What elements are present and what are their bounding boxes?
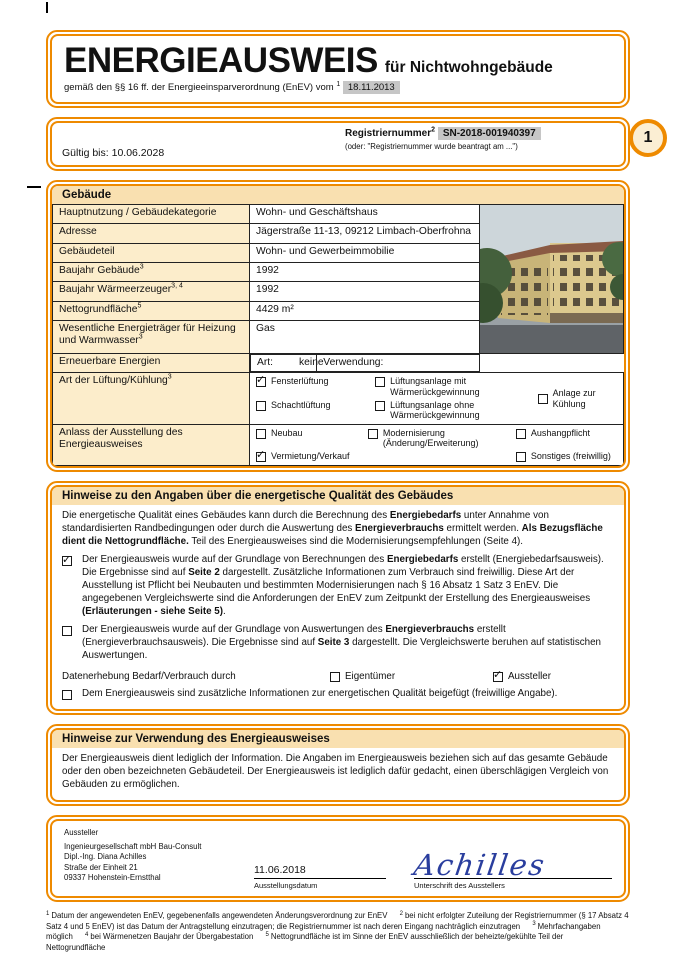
row-label: Wesentliche Energieträger für Heizung und Warmwasser$^3$ (53, 320, 250, 353)
bedarf-paragraph (62, 554, 614, 619)
row-label: Baujahr Gebäude$^3$ (53, 262, 250, 281)
issuer-label: Aussteller (64, 828, 99, 838)
checkbox-icon[interactable] (516, 429, 526, 439)
usage-notes-title: Hinweise zur Verwendung des Energieausweises (52, 730, 624, 748)
footnote-5: $^5$ Nettogrundfläche ist im Sinne der EnEV ausschließlich der beheizte/gekühlte Teil der Nettogrundfläche (46, 931, 564, 952)
building-section-title: Gebäude (52, 186, 624, 204)
additional-info-checkbox[interactable] (62, 690, 72, 700)
building-row-erneuerbare (53, 354, 624, 373)
ventilation-options (250, 373, 624, 424)
building-row-anlass (53, 424, 624, 466)
reason-options (250, 424, 624, 466)
footnotes (46, 911, 630, 953)
checkbox-icon[interactable] (256, 429, 266, 439)
verbrauch-text: Der Energieausweis wurde auf der Grundlage von Auswertungen des Energieverbrauchs erstellt (Energieverbrauchsausweis). Die Ergebnisse sind auf Seite 3 dargestellt. Die Vergleichswerte beruhen auf statistischen Auswertungen. (82, 623, 601, 661)
signature-block (411, 828, 612, 891)
issuer-line: Ingenieurgesellschaft mbH Bau-Consult (64, 842, 202, 852)
issuer-box (46, 815, 630, 902)
checkbox-icon[interactable] (538, 394, 548, 404)
signature: Achilles (411, 847, 549, 882)
checkbox-icon[interactable] (368, 429, 378, 439)
registration-number-line (345, 128, 541, 139)
row-value: 4429 m² (250, 301, 480, 320)
issuer-address-block (64, 828, 254, 890)
footnote-3: $^3$ Mehrfachangaben möglich (46, 921, 601, 942)
building-photo (480, 205, 624, 354)
building-photo-image (480, 205, 623, 353)
checkbox-schachtlueftung[interactable]: Schachtlüftung (256, 400, 375, 421)
renewables-value (250, 354, 480, 372)
row-label: Nettogrundfläche$^5$ (53, 301, 250, 320)
row-label: Art der Lüftung/Kühlung$^3$ (53, 373, 250, 424)
data-collection-row (62, 671, 614, 684)
checkbox-modernisierung[interactable]: Modernisierung (Änderung/Erweiterung) (368, 428, 516, 449)
document-subtitle: für Nichtwohngebäude (384, 59, 553, 76)
checkbox-lueftung-ohne-wrg[interactable]: Lüftungsanlage ohne Wärmerückgewinnung (375, 400, 537, 421)
checkbox-aushangpflicht[interactable]: Aushangpflicht (516, 428, 617, 449)
checkbox-vermietung-verkauf[interactable]: ✓ Vermietung/Verkauf (256, 451, 368, 462)
checkbox-icon[interactable] (375, 401, 385, 411)
additional-info-row (62, 688, 614, 701)
issue-date: 11.06.2018 (254, 864, 306, 877)
regulation-date: 18.11.2013 (343, 81, 400, 94)
usage-notes-text: Der Energieausweis dient lediglich der Information. Die Angaben im Energieausweis beziehen sich auf das gesamte Gebäude oder den oben bezeichneten Gebäudeteil. Der Energieausweis ist lediglich dafür gedacht, einen überschlägigen Vergleich von Gebäuden zu ermöglichen. (62, 753, 609, 791)
header-box (46, 30, 630, 108)
row-value: Wohn- und Gewerbeimmobilie (250, 243, 480, 262)
valid-until: Gültig bis: 10.06.2028 (62, 147, 165, 159)
registration-number: SN-2018-001940397 (438, 127, 541, 140)
checkbox-fensterlueftung[interactable]: ✓ Fensterlüftung (256, 376, 375, 397)
registration-box (46, 117, 630, 171)
checkbox-icon[interactable] (256, 452, 266, 462)
document-title: ENERGIEAUSWEIS (64, 41, 378, 80)
row-label: Hauptnutzung / Gebäudekategorie (53, 205, 250, 224)
quality-notes-title: Hinweise zu den Angaben über die energetische Qualität des Gebäudes (52, 487, 624, 505)
data-collection-label: Datenerhebung Bedarf/Verbrauch durch (62, 670, 236, 682)
row-value: Gas (250, 320, 480, 353)
renewables-art: Art: keine (257, 357, 324, 368)
row-label: Anlass der Ausstellung des Energieausweises (53, 424, 250, 466)
checkbox-lueftung-mit-wrg[interactable]: Lüftungsanlage mit Wärmerückgewinnung (375, 376, 537, 397)
checkbox-aussteller[interactable]: ✓ Aussteller (493, 671, 551, 682)
bedarf-text: Der Energieausweis wurde auf der Grundlage von Berechnungen des Energiebedarfs erstellt (Energiebedarfsausweis). Die Ergebnisse sind auf Seite 2 dargestellt. Zusätzliche Informationen zum Verbrauch sind freiwillig. Diese Art der Ausstellung ist Pflicht bei Neubauten und bestimmten Modernisierungen nach § 16 Absatz 1 Satz 3 EnEV. Die angegebenen Vergleichswerte sind die Anforderungen der EnEV zum Zeitpunkt der Erstellung des Energieausweises (Erläuterungen - siehe Seite 5). (82, 554, 604, 617)
regulation-line (64, 82, 612, 93)
checkbox-sonstiges[interactable]: Sonstiges (freiwillig) (516, 451, 617, 462)
checkbox-neubau[interactable]: Neubau (256, 428, 368, 449)
registration-label: Registriernummer (345, 128, 432, 139)
checkbox-icon[interactable] (256, 401, 266, 411)
row-label: Baujahr Wärmeerzeuger$^{3, 4}$ (53, 282, 250, 301)
signature-label: Unterschrift des Ausstellers (414, 878, 612, 890)
checkbox-eigentuemer[interactable]: Eigentümer (330, 671, 493, 682)
registration-footnote-ref: 2 (431, 126, 436, 134)
quality-notes-box (46, 481, 630, 715)
row-value: Wohn- und Geschäftshaus (250, 205, 480, 224)
crop-mark-top (46, 2, 48, 13)
checkbox-icon[interactable] (375, 377, 385, 387)
page-number: 1 (643, 129, 653, 146)
building-box (46, 180, 630, 472)
checkbox-icon[interactable] (256, 377, 266, 387)
issuer-line: 09337 Hohenstein-Ernstthal (64, 872, 161, 882)
building-row-lueftung (53, 373, 624, 424)
checkbox-anlage-kuehlung[interactable]: Anlage zur Kühlung (538, 376, 617, 420)
issuer-line: Straße der Einheit 21 (64, 862, 138, 872)
verbrauch-checkbox[interactable] (62, 626, 72, 636)
verbrauch-paragraph (62, 624, 614, 663)
quality-intro-paragraph: Die energetische Qualität eines Gebäudes kann durch die Berechnung des Energiebedarfs unter Annahme von standardisierten Randbedingungen oder durch die Auswertung des Energieverbrauchs ermittelt werden. Als Bezugsfläche dient die Nettogrundfläche. Teil des Energieausweises sind die Modernisierungsempfehlungen (Seite 4). (62, 510, 603, 548)
row-value: 1992 (250, 262, 480, 281)
footnote-2: $^2$ bei nicht erfolgter Zuteilung der Registriernummer (§ 17 Absatz 4 Satz 4 und 5 EnEV) ist das Datum der Antragstellung einzutragen; die Registriernummer ist nach deren Eingang nachträglich einzutragen (46, 910, 629, 931)
building-row-hauptnutzung (53, 205, 624, 224)
row-label: Gebäudeteil (53, 243, 250, 262)
issuer-line: Dipl.-Ing. Diana Achilles (64, 852, 147, 862)
renewables-use: Verwendung: (316, 355, 403, 371)
building-table (52, 204, 624, 466)
row-label: Adresse (53, 224, 250, 243)
additional-info-text: Dem Energieausweis sind zusätzliche Informationen zur energetischen Qualität beigefügt (freiwillige Angabe). (82, 688, 558, 700)
registration-number-block (345, 128, 541, 151)
row-value: Jägerstraße 11-13, 09212 Limbach-Oberfrohna (250, 224, 480, 243)
bedarf-checkbox[interactable] (62, 556, 72, 566)
issue-date-label: Ausstellungsdatum (254, 878, 386, 890)
row-label: Erneuerbare Energien (53, 354, 250, 373)
issue-date-block (254, 828, 386, 890)
registration-pending-note: (oder: "Registriernummer wurde beantragt am ...") (345, 142, 518, 151)
usage-notes-box (46, 724, 630, 806)
regulation-footnote-ref: 1 (336, 80, 341, 88)
row-value: 1992 (250, 282, 480, 301)
checkbox-icon[interactable] (516, 452, 526, 462)
page-number-badge (629, 119, 667, 157)
crop-mark-left (27, 186, 41, 188)
regulation-prefix: gemäß den §§ 16 ff. der Energieeinsparverordnung (EnEV) vom (64, 82, 334, 93)
checkbox-icon[interactable] (493, 672, 503, 682)
footnote-1: $^1$ Datum der angewendeten EnEV, gegebenenfalls angewendeten Änderungsverordnung zur EnEV (46, 910, 388, 921)
title-row (64, 43, 612, 78)
footnote-4: $^4$ bei Wärmenetzen Baujahr der Übergabestation (85, 931, 254, 942)
checkbox-icon[interactable] (330, 672, 340, 682)
